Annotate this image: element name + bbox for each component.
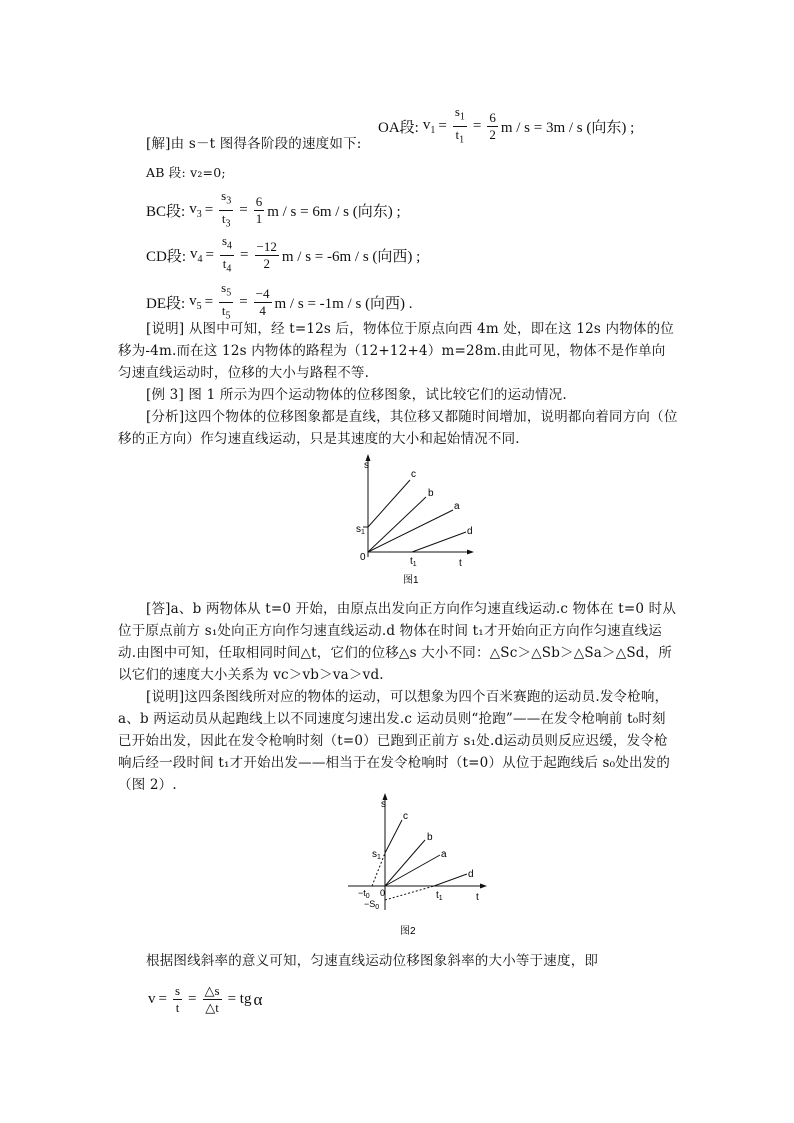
fig2-label-t: t xyxy=(476,892,479,903)
de-label: DE段: xyxy=(146,295,186,312)
fig2-label-o: 0 xyxy=(380,888,386,898)
answer: [答]a、b 两物体从 t=0 开始，由原点出发向正方向作匀速直线运动.c 物体在 t=0 时从位于原点前方 s₁处向正方向作匀速直线运动.d 物体在时间 t₁才开始向正方向作匀速直线运动.由图中可知，任取相同时间△t，它们的位移△s 大小不同：△Sc＞△Sb＞△Sa＞△Sd，所以它们的速度大小关系为 vc＞vb＞va＞vd. xyxy=(118,601,677,683)
fig2-line-a xyxy=(385,855,440,886)
fig1-label-b: b xyxy=(428,488,434,499)
cd-frac2: $\frac{-12}{2}$ xyxy=(256,238,277,271)
oa-eq: = xyxy=(438,117,447,134)
fig2-label-s: s xyxy=(381,799,386,810)
fig1-caption: 图1 xyxy=(403,575,419,586)
fig2-x-arrow xyxy=(480,884,487,889)
de-frac2: $\frac{-4}{4}$ xyxy=(255,285,270,318)
final-v: v xyxy=(148,991,156,1007)
note-1: [说明] 从图中可知，经 t=12s 后，物体位于原点向西 4m 处，即在这 12s 内物体的位移为-4m.而在这 12s 内物体的路程为（12+12+4）m=28m.由此可见，物体不是作单向匀速直线运动时，位移的大小与路程不等. xyxy=(118,321,675,381)
oa-frac2: $\frac{6}{2}$ xyxy=(489,109,496,142)
fig2-label-a: a xyxy=(441,849,447,860)
equation-cd: CD段: $v_4$ = $\frac{s_4}{t_4}$ = $\frac{-12}{2}$ m / s = -6m / s (向西) ; xyxy=(146,233,420,277)
fig2-label-c: c xyxy=(403,811,408,822)
solution-intro: [解]由 s－t 图得各阶段的速度如下: xyxy=(146,136,362,152)
bc-frac1: $\frac{s_3}{t_3}$ xyxy=(219,188,233,232)
slope-text: 根据图线斜率的意义可知，匀速直线运动位移图象斜率的大小等于速度，即 xyxy=(146,953,599,969)
fig2-label-neg-s0: $-S_0$ xyxy=(364,899,380,911)
equation-de: DE段: $v_5$ = $\frac{s_5}{t_5}$ = $\frac{-4}{4}$ m / s = -1m / s (向西) . xyxy=(146,280,413,324)
fig2-label-t1: $t_1$ xyxy=(436,890,443,902)
oa-frac1: $\frac{s_1}{t_1}$ xyxy=(453,104,467,148)
example-3: [例 3] 图 1 所示为四个运动物体的位移图象，试比较它们的运动情况. xyxy=(146,387,567,403)
equation-oa xyxy=(378,104,634,148)
fig2-caption: 图2 xyxy=(400,926,416,937)
fig1-label-t: t xyxy=(459,558,462,569)
fig2-line-b xyxy=(385,840,425,886)
fig2-line-d xyxy=(434,874,467,886)
de-v: $v_5$ xyxy=(189,292,202,312)
cd-v: $v_4$ xyxy=(190,245,203,265)
bc-v: $v_3$ xyxy=(189,200,202,220)
fig2-label-d: d xyxy=(468,869,474,880)
equation-bc: BC段: $v_3$ = $\frac{s_3}{t_3}$ = $\frac{6}{1}$ m / s = 6m / s (向东) ; xyxy=(146,188,401,232)
fig1-label-a: a xyxy=(454,501,460,512)
fig1-x-arrow xyxy=(467,550,474,555)
fig1-label-d: d xyxy=(467,526,473,537)
fig1-label-s: s xyxy=(364,460,369,471)
bc-tail: m / s = 6m / s (向东) ; xyxy=(267,203,401,220)
bc-label: BC段: xyxy=(146,203,186,220)
bc-frac2: $\frac{6}{1}$ xyxy=(255,193,263,226)
fig2-label-b: b xyxy=(427,832,433,843)
figure-1 xyxy=(348,452,478,592)
de-frac1: $\frac{s_5}{t_5}$ xyxy=(219,280,233,324)
fig1-label-c: c xyxy=(411,469,416,480)
fig2-label-s1: $s_1$ xyxy=(372,849,381,861)
fig1-label-s1: $s_1$ xyxy=(356,524,365,536)
final-frac1: $\frac{s}{t}$ xyxy=(174,983,181,1015)
oa-v: $v_1$ xyxy=(422,116,436,136)
fig1-label-t1: $t_1$ xyxy=(410,556,417,568)
equation-final: v = $\frac{s}{t}$ = $\frac{\triangle s}{\triangle t}$ = tg α xyxy=(148,983,263,1015)
note-2: [说明]这四条图线所对应的物体的运动，可以想象为四个百米赛跑的运动员.发令枪响，a、b 两运动员从起跑线上以不同速度匀速出发.c 运动员则“抢跑”——在发令枪响前 t₀时刻已开始出发，因此在发令枪响时刻（t=0）已跑到正前方 s₁处.d运动员则反应迟缓，发令枪响后经一段时间 t₁才开始出发——相当于在发令枪响时（t=0）从位于起跑线后 s₀处出发的（图 2）. xyxy=(118,689,671,793)
ab-line: AB 段: v₂=0; xyxy=(146,165,226,180)
fig1-label-o: 0 xyxy=(360,552,366,563)
figure-2 xyxy=(340,790,490,940)
cd-label: CD段: xyxy=(146,248,187,265)
de-tail: m / s = -1m / s (向西) . xyxy=(274,295,413,312)
fig1-line-b xyxy=(368,497,426,552)
final-tail: = tg xyxy=(227,991,252,1007)
final-frac2: $\frac{\triangle s}{\triangle t}$ xyxy=(204,983,220,1015)
fig2-label-neg-t0: $-t_0$ xyxy=(358,888,370,900)
fig2-line-d-dash xyxy=(385,886,434,900)
cd-frac1: $\frac{s_4}{t_4}$ xyxy=(220,233,234,277)
oa-eq2: = xyxy=(472,117,482,134)
oa-tail: m / s = 3m / s (向东) ; xyxy=(500,119,635,136)
analysis: [分析]这四个物体的位移图象都是直线，其位移又都随时间增加，说明都向着同方向（位移的正方向）作匀速直线运动，只是其速度的大小和起始情况不同. xyxy=(118,409,678,447)
fig1-line-d xyxy=(412,532,466,552)
final-alpha: α xyxy=(253,989,263,1009)
fig2-line-c xyxy=(385,820,402,853)
fig1-line-c xyxy=(368,480,410,527)
fig1-line-a xyxy=(368,510,453,552)
cd-tail: m / s = -6m / s (向西) ; xyxy=(281,248,421,265)
oa-label: OA段: xyxy=(378,119,419,136)
